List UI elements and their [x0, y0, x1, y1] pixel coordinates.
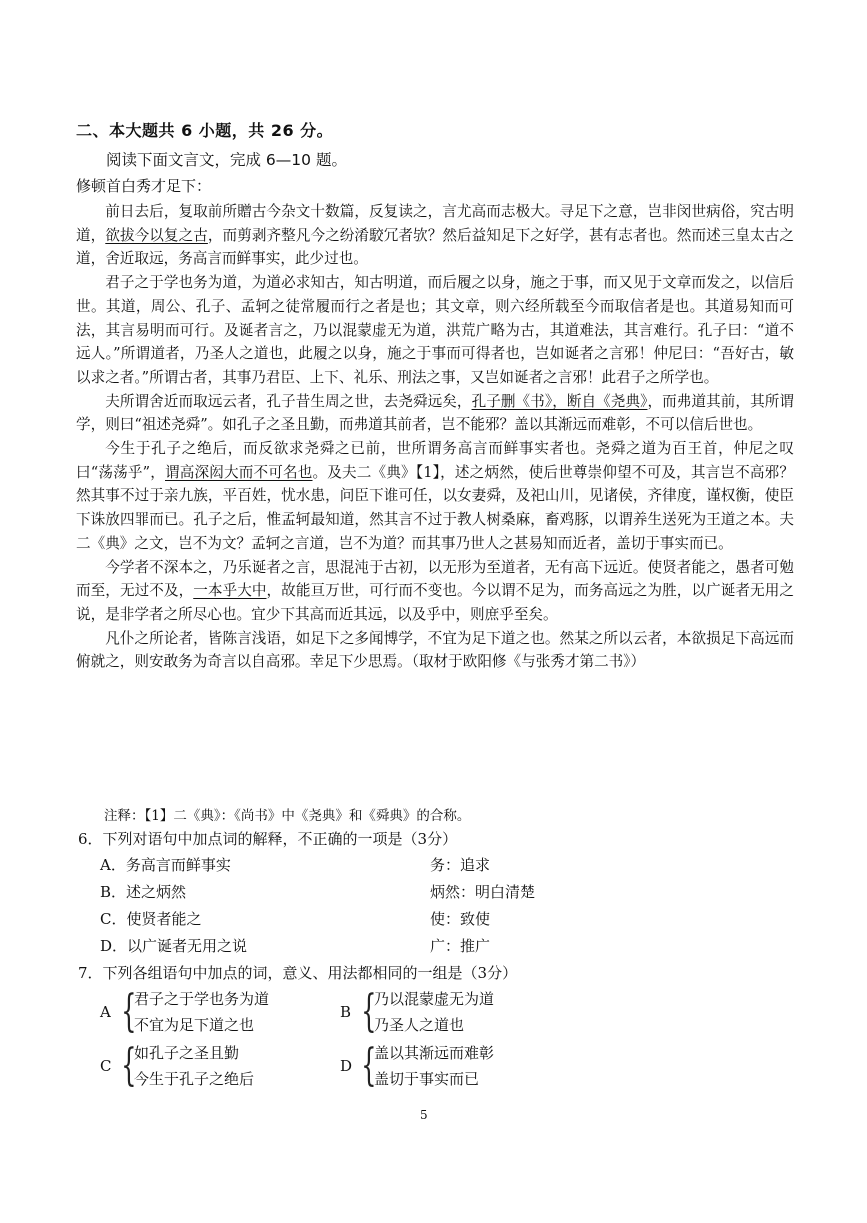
- question-6-stem: 6．下列对语句中加点词的解释，不正确的一项是（3分）: [78, 830, 458, 848]
- page-number: 5: [420, 1108, 428, 1122]
- q7-pair-d: [340, 1040, 494, 1092]
- passage-text: 凡仆之所论者，皆陈言浅语，如足下之多闻博学，不宜为足下道之也。然某之所以云者，本欲损足下高远而俯就之，则安敢务为奇言以自高邪。幸足下少思焉。（取材于欧阳修《与张秀才第二书》）: [76, 629, 794, 671]
- passage-text: 前日去后，复取前所贈古今杂文十数篇，反复读之，言尤高而志极大。寻足下之意，岂非闵世病俗，究古明道，: [76, 203, 794, 244]
- q6-gloss-a: 务：追求: [430, 856, 491, 874]
- passage-paragraph: [76, 390, 794, 437]
- brace-icon: {: [121, 986, 137, 1037]
- reading-instruction: 阅读下面文言文，完成 6—10 题。: [106, 151, 347, 169]
- q7-pair-line-1: 盖以其渐远而难彰: [374, 1044, 495, 1062]
- letter-salutation: 修顿首白秀才足下：: [76, 177, 212, 195]
- q7-pair-letter: D: [340, 1057, 353, 1075]
- passage-text: 今生于孔子之绝后，而反欲求尧舜之已前，世所谓务高言而鲜事实者也。尧舜之道为百王首，仲尼之叹曰“荡荡乎”，: [76, 440, 794, 481]
- passage-text: ，而剪剥齐整凡今之纷淆駮冗者欤？然后益知足下之好学，甚有志者也。然而述三皇太古之道，舍近取远，务高言而鲜事实，此少过也。: [76, 226, 794, 268]
- question-7-stem: 7．下列各组语句中加点的词，意义、用法都相同的一组是（3分）: [78, 964, 518, 982]
- passage-text: 夫所谓舍近而取远云者，孔子昔生周之世，去尧舜远矣，: [105, 392, 472, 410]
- q6-gloss-c: 使：致使: [430, 910, 491, 928]
- q7-pair-c: [100, 1040, 254, 1092]
- q7-pair-line-2: 不宜为足下道之也: [134, 1016, 255, 1034]
- q7-pair-b: [340, 986, 494, 1038]
- passage-paragraph: [76, 200, 794, 271]
- q7-pair-line-1: 如孔子之圣且勤: [134, 1044, 240, 1062]
- classical-chinese-passage: [76, 200, 794, 674]
- q7-pair-line-1: 乃以混蒙虚无为道: [374, 990, 495, 1008]
- q7-pair-letter: C: [100, 1057, 112, 1075]
- passage-text: 君子之于学也务为道，为道必求知古，知古明道，而后履之以身，施之于事，而又见于文章而发之，以信后世。其道，周公、孔子、孟轲之徒常履而行之者是也；其文章，则六经所载至今而取信者是也。其道易知而可法，其言易明而可行。及诞者言之，乃以混蒙虚无为道，洪荒广略为古，其道难法，其言难行。孔子曰：“道不远人。”所谓道者，乃圣人之道也，此履之以身，施之于事而可得者也，岂如诞者之言邪！仲尼曰：“吾好古，敏以求之者。”所谓古者，其事乃君臣、上下、礼乐、刑法之事，又岂如诞者之言邪！此君子之所学也。: [76, 274, 794, 386]
- passage-paragraph: [76, 271, 794, 390]
- passage-paragraph: [76, 556, 794, 627]
- q7-pair-line-1: 君子之于学也务为道: [134, 990, 270, 1008]
- underlined-sentence: 谓高深闳大而不可名也: [165, 463, 313, 481]
- brace-icon: {: [361, 986, 377, 1037]
- q7-pair-letter: A: [100, 1003, 111, 1021]
- q6-option-b: B．述之炳然: [100, 883, 187, 901]
- passage-text: 今学者不深本之，乃乐诞者之言，思混沌于古初，以无形为至道者，无有高下远近。使贤者能之，愚者可勉而至，无过不及，: [76, 558, 794, 600]
- passage-text: ，故能亘万世，可行而不变也。今以谓不足为，而务高远之为胜，以广诞者无用之说，是非学者之所尽心也。宜少下其高而近其远，以及乎中，则庶乎至矣。: [76, 582, 794, 623]
- q7-pair-letter: B: [340, 1003, 352, 1021]
- q7-pair-a: [100, 986, 269, 1038]
- q6-option-a: A．务高言而鲜事实: [100, 856, 231, 874]
- q6-option-c: C．使贤者能之: [100, 910, 202, 928]
- annotation-note: 注释：【1】二《典》：《尚书》中《尧典》和《舜典》的合称。: [104, 808, 471, 824]
- q6-option-d: D．以广诞者无用之说: [100, 937, 248, 955]
- q6-gloss-b: 炳然：明白清楚: [430, 883, 536, 901]
- brace-icon: {: [361, 1040, 377, 1091]
- q7-pair-line-2: 今生于孔子之绝后: [134, 1070, 255, 1088]
- q7-pair-line-2: 盖切于事实而已: [374, 1070, 480, 1088]
- passage-text: ，而弗道其前，其所谓学，则曰“祖述尧舜”。如孔子之圣且勤，而弗道其前者，岂不能邪？盖以其渐远而难彰，不可以信后世也。: [76, 392, 794, 434]
- underlined-sentence: 欲拔今以复之古: [105, 226, 208, 244]
- passage-paragraph: [76, 437, 794, 556]
- underlined-sentence: 孔子删《书》，断自《尧典》: [471, 392, 648, 410]
- passage-paragraph: [76, 627, 794, 674]
- section-title: 二、本大题共 6 小题，共 26 分。: [76, 121, 334, 140]
- brace-icon: {: [121, 1040, 137, 1091]
- passage-text: 。及夫二《典》【1】，述之炳然，使后世尊崇仰望不可及，其言岂不高邪？然其事不过于亲九族，平百姓，忧水患，问臣下谁可任，以女妻舜，及祀山川，见诸侯，齐律度，谨权衡，使臣下诛放四罪而已。孔子之后，惟孟轲最知道，然其言不过于教人树桑麻，畜鸡豚，以谓养生送死为王道之本。夫二《典》之文，岂不为文？孟轲之言道，岂不为道？而其事乃世人之甚易知而近者，盖切于事实而已。: [76, 463, 794, 552]
- q6-gloss-d: 广：推广: [430, 937, 491, 955]
- underlined-sentence: 一本乎大中: [193, 582, 267, 600]
- q7-pair-line-2: 乃圣人之道也: [374, 1016, 465, 1034]
